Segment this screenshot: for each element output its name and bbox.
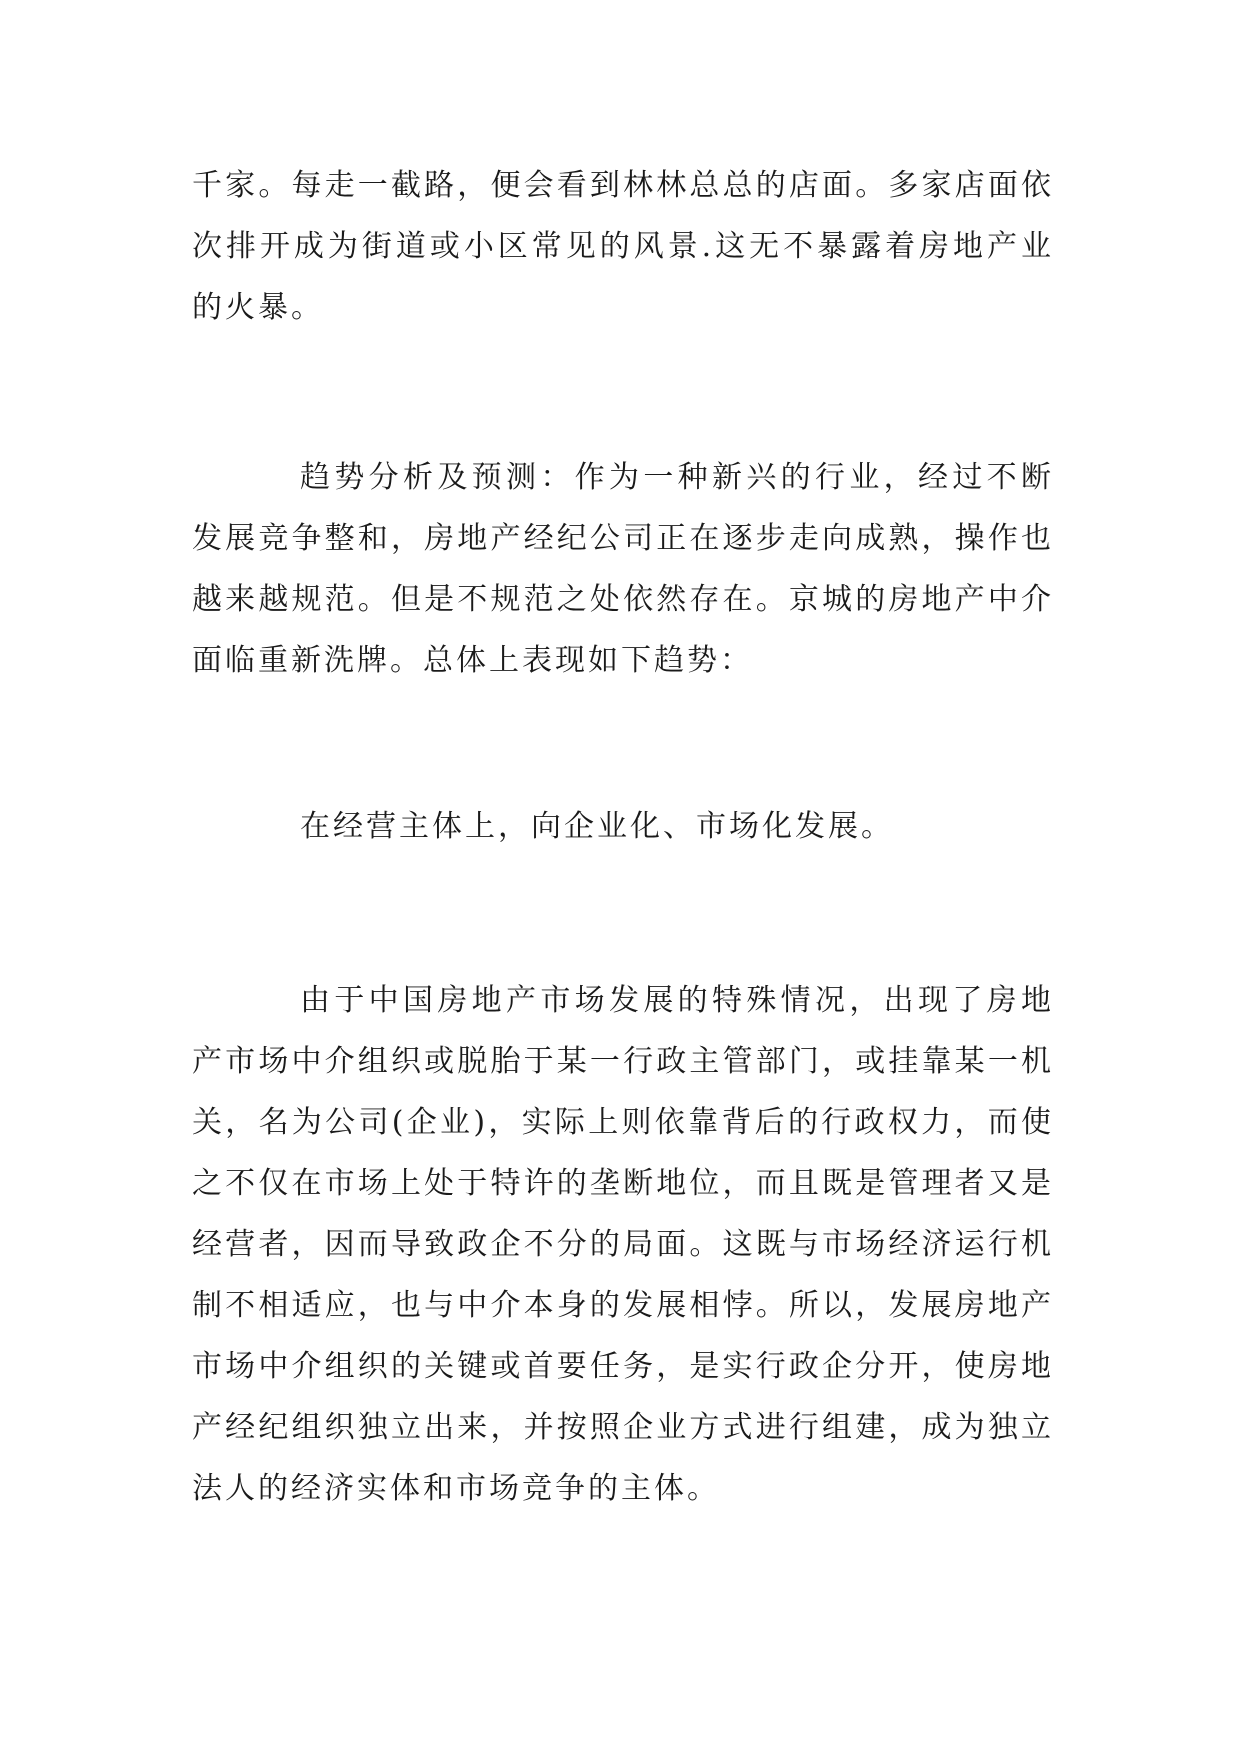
paragraph-continuation: 千家。每走一截路，便会看到林林总总的店面。多家店面依次排开成为街道或小区常见的风景.这无不暴露着房地产业的火暴。 [192,168,1054,325]
paragraph-government-separation: 由于中国房地产市场发展的特殊情况，出现了房地产市场中介组织或脱胎于某一行政主管部门，或挂靠某一机关，名为公司(企业)，实际上则依靠背后的行政权力，而使之不仅在市场上处于特许的垄断地位，而且既是管理者又是经营者，因而导致政企不分的局面。这既与市场经济运行机制不相适应，也与中介本身的发展相悖。所以，发展房地产市场中介组织的关键或首要任务，是实行政企分开，使房地产经纪组织独立出来，并按照企业方式进行组建，成为独立法人的经济实体和市场竞争的主体。 [192,983,1054,1506]
paragraph-business-subject: 在经营主体上，向企业化、市场化发展。 [300,809,894,844]
paragraph-trend-analysis: 趋势分析及预测：作为一种新兴的行业，经过不断发展竞争整和，房地产经纪公司正在逐步走向成熟，操作也越来越规范。但是不规范之处依然存在。京城的房地产中介面临重新洗牌。总体上表现如下趋势： [192,460,1054,678]
